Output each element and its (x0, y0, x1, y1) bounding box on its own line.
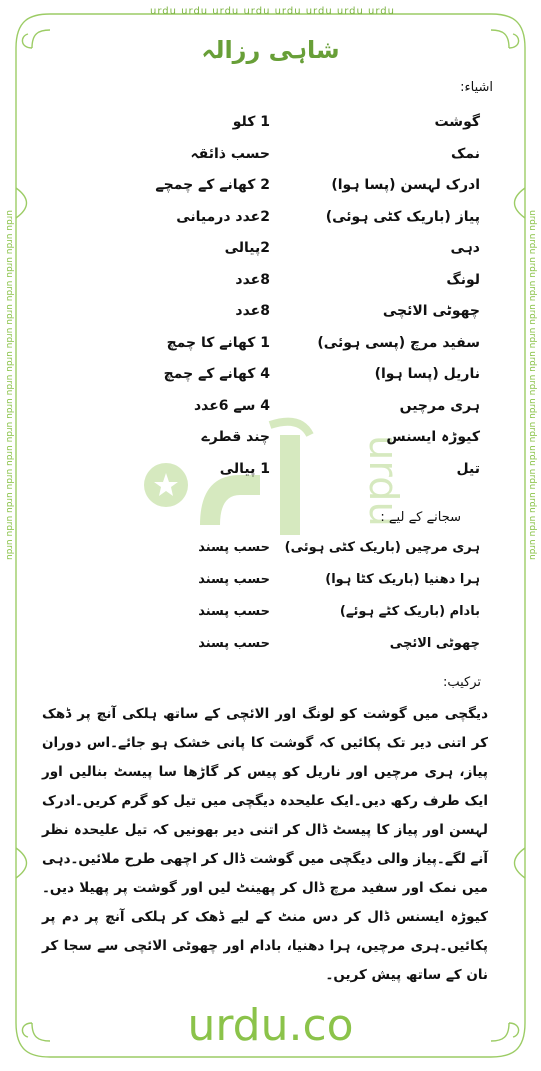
garnish-name: ہری مرچیں (باریک کٹی ہوئی) (284, 540, 480, 555)
ingredient-quantity: 2عدد درمیانی (176, 208, 270, 225)
ingredient-row (60, 114, 480, 144)
ingredient-quantity: 1 پیالی (219, 460, 270, 477)
ingredient-row (60, 177, 480, 207)
ingredient-quantity: 8عدد (235, 271, 270, 288)
garnish-name: چھوٹی الائچی (389, 636, 480, 651)
ingredient-row (60, 461, 480, 491)
ingredient-row (60, 146, 480, 176)
left-brand-band: urdu urdu urdu urdu urdu urdu urdu urdu urdu urdu urdu urdu urdu urdu urdu (4, 210, 14, 560)
garnish-quantity: حسب پسند (198, 540, 270, 555)
recipe-title: شاہی رزالہ (201, 36, 340, 64)
garnish-quantity: حسب پسند (198, 636, 270, 651)
ingredient-name: کیوڑہ ایسنس (386, 429, 480, 445)
ingredient-quantity: 1 کھانے کا چمچ (166, 334, 270, 351)
ingredient-quantity: 4 کھانے کے چمچ (163, 366, 270, 382)
ingredient-name: نمک (451, 145, 480, 162)
ingredients-label: اشیاء: (460, 80, 493, 95)
ingredient-row (60, 303, 480, 333)
ingredient-quantity: 8عدد (235, 303, 270, 319)
ingredient-name: پیاز (باریک کٹی ہوئی) (325, 208, 480, 225)
ingredient-quantity: 1 کلو (232, 114, 270, 130)
ingredient-name: گوشت (434, 114, 480, 130)
garnish-name: ہرا دھنیا (باریک کٹا ہوا) (325, 572, 480, 587)
ingredient-row (60, 429, 480, 459)
top-brand-band: urdu urdu urdu urdu urdu urdu urdu urdu (150, 6, 395, 17)
ingredient-row (60, 240, 480, 270)
ingredient-row (60, 335, 480, 365)
ingredient-name: دہی (450, 240, 480, 256)
ingredient-quantity: 2پیالی (224, 240, 270, 256)
method-label: ترکیب: (442, 675, 481, 690)
ingredient-name: ادرک لہسن (پسا ہوا) (331, 177, 480, 193)
garnish-row (60, 604, 480, 632)
method-text: دیگچی میں گوشت کو لونگ اور الائچی کے ساتھ ہلکی آنچ پر ڈھک کر اتنی دیر تک پکائیں کہ گوشت کا پانی خشک ہو جائے۔اس دوران پیاز، ہری مرچیں اور ناریل کو پیس کر گاڑھا سا پیسٹ بنالیں اور ایک طرف رکھ دیں۔ایک علیحدہ دیگچی میں تیل کو گرم کریں۔ادرک لہسن اور پیاز کا پیسٹ ڈال کر اتنی دیر بھونیں کہ تیل علیحدہ نظر آنے لگے۔پیاز والی دیگچی میں گوشت ڈال کر اچھی طرح ملائیں۔دہی میں نمک اور سفید مرچ ڈال کر پھینٹ لیں اور گوشت پر پھیلا دیں۔کیوڑہ ایسنس ڈال کر دس منٹ کے لیے ڈھک کر ہلکی آنچ پر دم پر پکائیں۔ہری مرچیں، ہرا دھنیا، بادام اور چھوٹی الائچی سے سجا کر نان کے ساتھ پیش کریں۔ (42, 706, 488, 983)
garnish-row (60, 636, 480, 664)
ingredient-name: تیل (456, 460, 480, 477)
ingredient-row (60, 272, 480, 302)
ingredient-name: سفید مرچ (پسی ہوئی) (317, 334, 480, 351)
ingredient-name: ہری مرچیں (399, 397, 480, 414)
ingredient-name: چھوٹی الائچی (382, 303, 480, 319)
ingredient-row (60, 209, 480, 239)
ingredient-row (60, 366, 480, 396)
ingredient-quantity: چند قطرے (201, 429, 270, 445)
ingredient-quantity: 2 کھانے کے چمچے (155, 177, 270, 193)
right-brand-band: urdu urdu urdu urdu urdu urdu urdu urdu urdu urdu urdu urdu urdu urdu urdu (527, 210, 537, 560)
garnish-name: بادام (باریک کٹے ہوئے) (339, 604, 480, 619)
garnish-quantity: حسب پسند (198, 572, 270, 587)
ingredient-quantity: حسب ذائقہ (190, 145, 270, 162)
garnish-row (60, 572, 480, 600)
svg-text:urdu: urdu (360, 435, 400, 527)
ingredient-name: ناریل (پسا ہوا) (374, 366, 480, 382)
ingredient-quantity: 4 سے 6عدد (193, 397, 270, 414)
ingredient-row (60, 398, 480, 428)
site-footer: urdu.co (187, 1000, 354, 1051)
ingredient-name: لونگ (446, 271, 480, 288)
garnish-row (60, 540, 480, 568)
garnish-quantity: حسب پسند (198, 604, 270, 619)
garnish-label: سجانے کے لیے : (380, 510, 461, 525)
